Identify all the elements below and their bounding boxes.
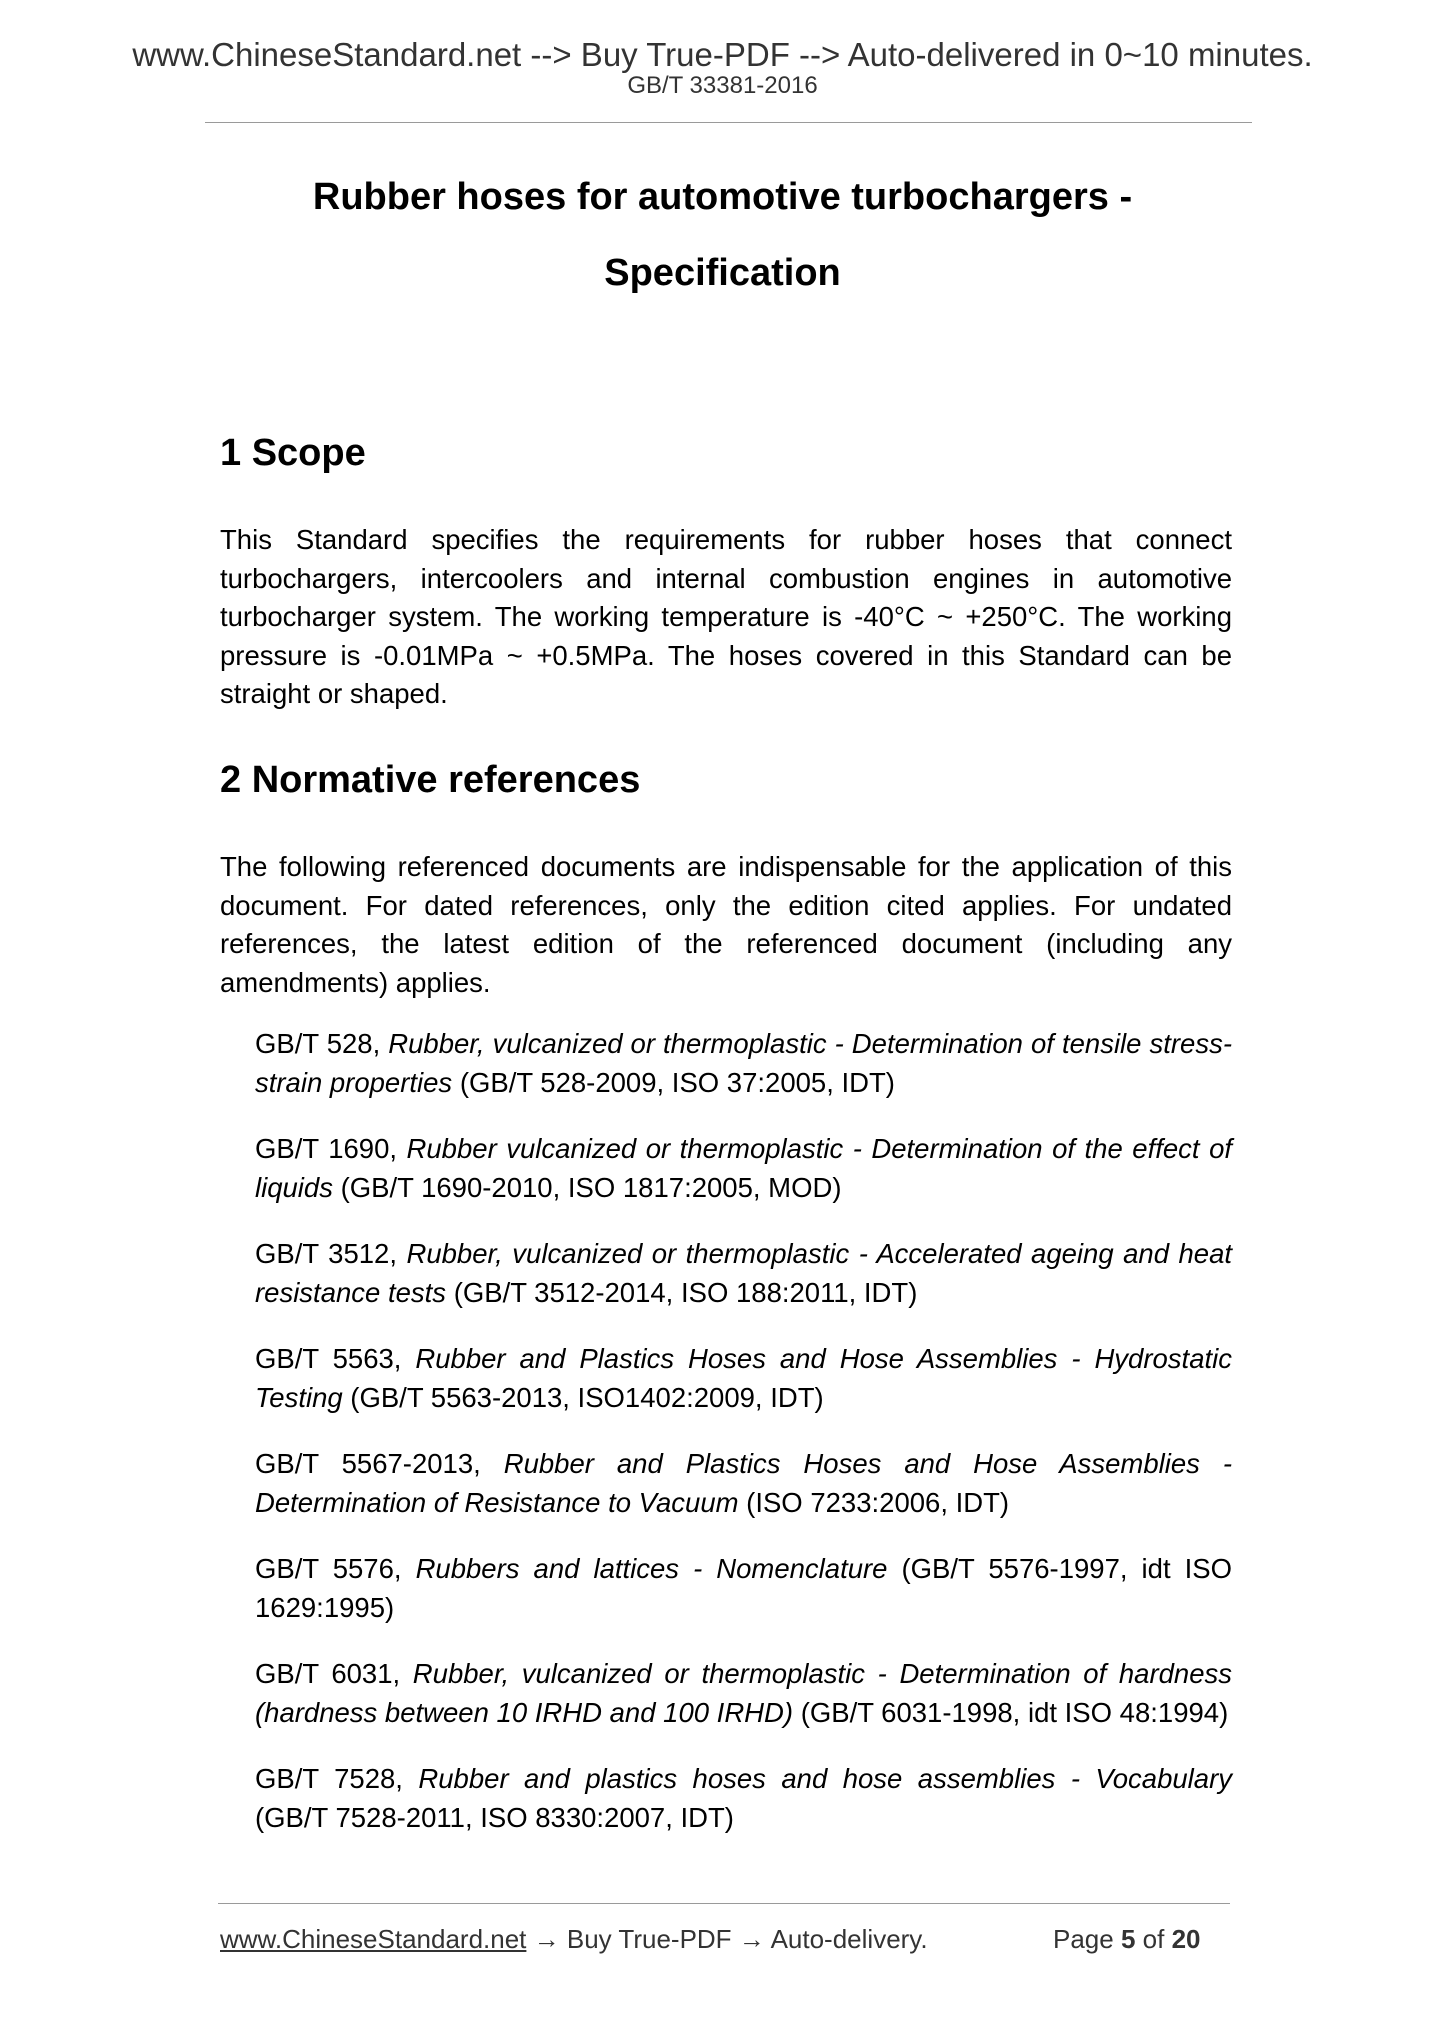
reference-item: [255, 1130, 1232, 1207]
document-title-line-2: Specification: [604, 252, 841, 294]
reference-title: Rubber, vulcanized or thermoplastic - Accelerated ageing and heat resistance tests: [255, 1238, 1232, 1308]
reference-item: [255, 1760, 1232, 1837]
reference-code: GB/T 528,: [255, 1028, 389, 1059]
reference-title: Rubber, vulcanized or thermoplastic - Determination of hardness (hardness between 10 IRHD and 100 IRHD): [255, 1658, 1232, 1728]
footer-promo-text: → Buy True-PDF → Auto-delivery.: [526, 1924, 928, 1954]
reference-code: GB/T 5567-2013,: [255, 1448, 504, 1479]
reference-edition: (GB/T 7528-2011, ISO 8330:2007, IDT): [255, 1801, 734, 1833]
reference-edition: (GB/T 5563-2013, ISO1402:2009, IDT): [342, 1381, 824, 1413]
normative-intro-paragraph: The following referenced documents are indispensable for the application of this document. For dated references, only the edition cited applies. For undated references, the latest edition of the referenced document (including any amendments) applies.: [220, 851, 1232, 998]
reference-item: [255, 1550, 1232, 1627]
reference-code: GB/T 5576,: [255, 1553, 416, 1584]
reference-item: [255, 1025, 1232, 1102]
reference-edition: (GB/T 3512-2014, ISO 188:2011, IDT): [446, 1276, 918, 1308]
standard-code: GB/T 33381-2016: [627, 72, 818, 99]
reference-code: GB/T 1690,: [255, 1133, 407, 1164]
page-indicator: [1053, 1926, 1201, 1952]
reference-item: [255, 1445, 1232, 1522]
reference-title: Rubbers and lattices - Nomenclature: [415, 1553, 888, 1584]
section-heading-scope: 1 Scope: [220, 432, 366, 474]
reference-title: Rubber and plastics hoses and hose assemblies - Vocabulary: [418, 1763, 1232, 1794]
page-total: 20: [1171, 1924, 1201, 1954]
scope-paragraph: This Standard specifies the requirements for rubber hoses that connect turbochargers, intercoolers and internal combustion engines in automotive turbocharger system. The working temperature is -40°C ~ +250°C. The working pressure is -0.01MPa ~ +0.5MPa. The hoses covered in this Standard can be straight or shaped.: [220, 524, 1232, 709]
reference-code: GB/T 6031,: [255, 1658, 413, 1689]
section-heading-normative-references: 2 Normative references: [220, 759, 641, 801]
footer-promo: [220, 1926, 928, 1952]
reference-title: Rubber and Plastics Hoses and Hose Assemblies - Determination of Resistance to Vacuum: [255, 1448, 1232, 1518]
header-divider: [205, 122, 1252, 123]
reference-edition: (GB/T 1690-2010, ISO 1817:2005, MOD): [332, 1171, 842, 1203]
reference-code: GB/T 3512,: [255, 1238, 407, 1269]
reference-list: [255, 1025, 1232, 1865]
reference-code: GB/T 5563,: [255, 1343, 416, 1374]
reference-title: Rubber vulcanized or thermoplastic - Determination of the effect of liquids: [255, 1133, 1232, 1203]
promo-banner: www.ChineseStandard.net --> Buy True-PDF --> Auto-delivered in 0~10 minutes.: [132, 36, 1313, 73]
page-number: 5: [1120, 1924, 1136, 1954]
reference-code: GB/T 7528,: [255, 1763, 419, 1794]
reference-edition: (ISO 7233:2006, IDT): [738, 1486, 1010, 1518]
footer-site-link[interactable]: www.ChineseStandard.net: [220, 1924, 527, 1954]
document-title-line-1: Rubber hoses for automotive turbochargers -: [312, 176, 1133, 218]
reference-title: Rubber, vulcanized or thermoplastic - Determination of tensile stress-strain properties: [255, 1028, 1232, 1098]
reference-item: [255, 1340, 1232, 1417]
page-label: Page: [1053, 1924, 1114, 1954]
reference-edition: (GB/T 5576-1997, idt ISO 1629:1995): [255, 1553, 1232, 1623]
reference-item: [255, 1235, 1232, 1312]
reference-title: Rubber and Plastics Hoses and Hose Assemblies - Hydrostatic Testing: [255, 1343, 1232, 1413]
reference-edition: (GB/T 6031-1998, idt ISO 48:1994): [793, 1696, 1229, 1728]
reference-edition: (GB/T 528-2009, ISO 37:2005, IDT): [452, 1066, 895, 1098]
footer-divider: [218, 1903, 1230, 1904]
of-label: of: [1142, 1924, 1165, 1954]
reference-item: [255, 1655, 1232, 1732]
